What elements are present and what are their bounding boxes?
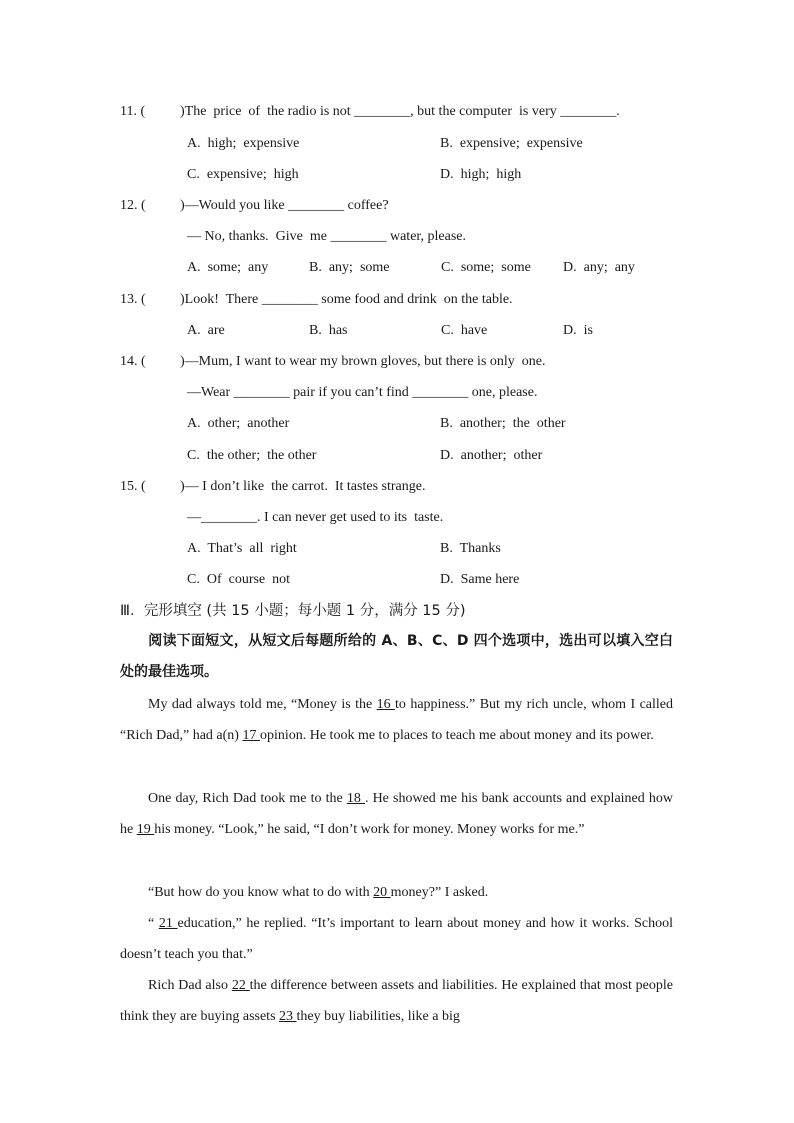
passage-text: . He showed me his bank accounts and explained how he [120,791,673,838]
passage-paragraph-2 [120,783,673,846]
passage-text: “But how do you know what to do with [148,885,374,900]
section-title: Ⅲ. 完形填空 (共 15 小题；每小题 1 分，满分 15 分) [120,603,466,619]
option-c: C. some; some [441,260,531,275]
option-d: D. another; other [440,448,543,463]
question-stem: )—Would you like ________ coffee? [180,198,389,213]
passage-paragraph-3 [120,877,673,908]
question-number: 15. ( [120,479,146,494]
option-c: C. the other; the other [187,448,317,463]
passage-text: his money. “Look,” he said, “I don’t work for money. Money works for me.” [154,822,585,838]
option-a: A. are [187,323,225,338]
option-b: B. another; the other [440,416,566,431]
blank-19: 19 [136,822,155,838]
passage-text: Rich Dad also [148,978,232,993]
option-d: D. is [563,323,593,338]
option-b: B. Thanks [440,541,501,556]
question-stem: )— I don’t like the carrot. It tastes strange. [180,479,426,494]
passage-paragraph-4 [120,908,673,971]
option-c: C. expensive; high [187,167,299,182]
question-stem-reply: —Wear ________ pair if you can’t find ________ one, please. [187,385,538,400]
blank-18: 18 [346,791,365,806]
passage-text: they buy liabilities, like a big [296,1009,460,1025]
question-stem: )—Mum, I want to wear my brown gloves, but there is only one. [180,354,546,369]
option-b: B. has [309,323,348,338]
section-instruction [120,626,673,689]
question-stem-reply: —________. I can never get used to its taste. [187,510,444,525]
blank-22: 22 [231,978,250,993]
passage-text: My dad always told me, “Money is the [148,697,377,712]
passage-text: to happiness.” But my rich uncle, whom I called “Rich Dad,” had a(n) [120,697,673,744]
passage-text: money?” I asked. [390,885,489,900]
passage-text: “ [148,916,159,931]
question-stem: )The price of the radio is not ________, but the computer is very ________. [180,104,620,119]
blank-20: 20 [373,885,391,900]
option-a: A. other; another [187,416,290,431]
passage-text: opinion. He took me to places to teach me about money and its power. [259,728,654,744]
blank-23: 23 [279,1009,297,1025]
blank-21: 21 [158,916,178,931]
question-stem-reply: — No, thanks. Give me ________ water, please. [187,229,466,244]
option-c: C. Of course not [187,572,291,587]
question-number: 12. ( [120,198,146,213]
question-number: 14. ( [120,354,146,369]
option-d: D. any; any [563,260,635,275]
option-d: D. Same here [440,572,520,587]
passage-text: One day, Rich Dad took me to the [148,791,347,806]
option-b: B. expensive; expensive [440,136,583,151]
passage-text: the difference between assets and liabilities. He explained that most people think they are buying assets [120,978,673,1025]
option-a: A. some; any [187,260,269,275]
passage-text: education,” he replied. “It’s important to learn about money and how it works. School doesn’t teach you that.” [120,916,674,963]
blank-17: 17 [242,728,260,744]
blank-16: 16 [376,697,396,712]
option-c: C. have [441,323,488,338]
question-stem: )Look! There ________ some food and drink on the table. [180,292,513,307]
option-d: D. high; high [440,167,522,182]
question-number: 13. ( [120,292,146,307]
option-a: A. high; expensive [187,136,300,151]
passage-paragraph-1 [120,689,673,752]
option-a: A. That’s all right [187,541,297,556]
option-b: B. any; some [309,260,390,275]
question-number: 11. ( [120,104,146,119]
instruction-text: 阅读下面短文，从短文后每题所给的 A、B、C、D 四个选项中，选出可以填入空白处的最佳选项。 [120,633,673,681]
passage-paragraph-5 [120,970,673,1033]
